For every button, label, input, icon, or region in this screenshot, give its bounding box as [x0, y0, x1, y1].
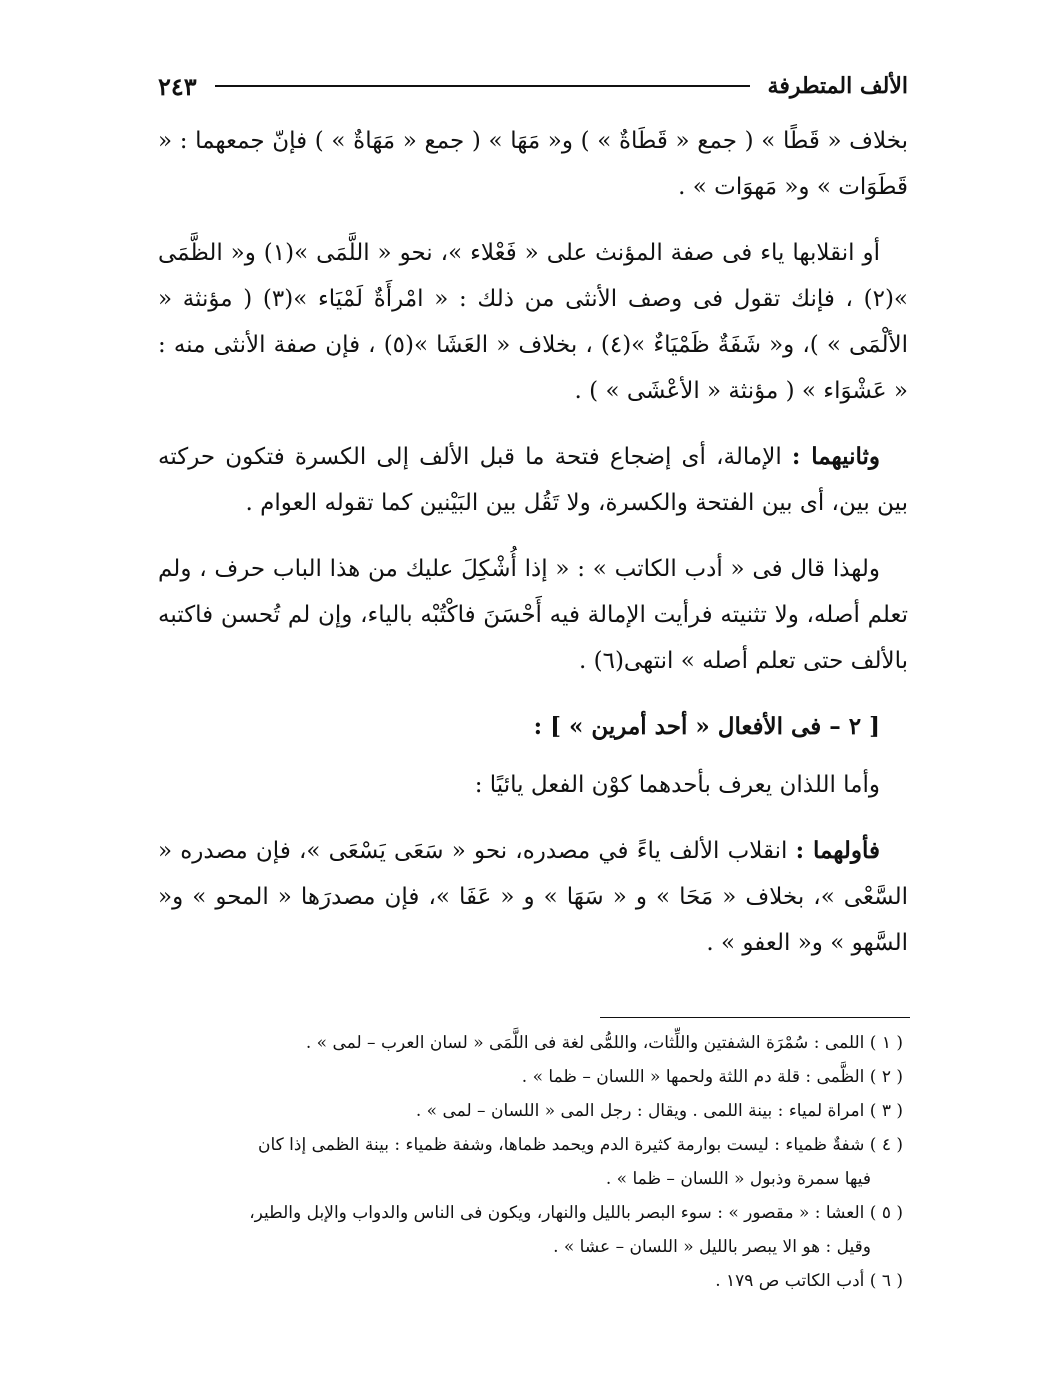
- footnote-5-continuation: وقيل : هو الا يبصر بالليل « اللسان – عشا » .: [553, 1237, 871, 1257]
- running-header: [158, 68, 908, 104]
- footnotes: [158, 1028, 903, 1300]
- chapter-title: الألف المتطرفة: [767, 73, 908, 99]
- paragraph-6: [158, 828, 908, 966]
- footnote-5: ( ٥ ) العشا : « مقصور » : سوء البصر بالليل والنهار، ويكون فى الناس والدواب والإبل والطير،: [249, 1203, 903, 1223]
- paragraph-3: [158, 434, 908, 526]
- paragraph-3-text: الإمالة، أى إضجاع فتحة ما قبل الألف إلى الكسرة فتكون حركته بين بين، أى بين الفتحة والكسرة، ولا تَقُل بين البَيْنين كما تقوله العوام .: [158, 444, 908, 516]
- paragraph-3-lead: وثانيهما :: [791, 443, 880, 470]
- footnote-3: ( ٣ ) امراة لمياء : بينة اللمى . ويقال : رجل المى « اللسان – لمى » .: [415, 1101, 903, 1121]
- paragraph-1: بخلاف « قَطًا » ( جمع « قَطَاةٌ » ) و« مَهَا » ( جمع « مَهَاةٌ » ) فإنّ جمعهما : « قَطَوَات » و« مَهوَات » .: [158, 128, 908, 200]
- section-heading: [ ٢ – فى الأفعال « أحد أمرين » ] :: [533, 713, 880, 740]
- footnote-1: ( ١ ) اللمى : سُمْرَة الشفتين واللِّثات، واللمُّى لغة فى اللَّمَى « لسان العرب – لمى » .: [305, 1033, 903, 1053]
- paragraph-2: أو انقلابها ياء فى صفة المؤنث على « فَعْلاء »، نحو « اللَّمَى »(١) و« الظَّمَى »(٢) ، فإنك تقول فى وصف الأنثى من ذلك : « امْرأَةٌ لَمْيَاء »(٣) ( مؤنثة « الألْمَى » )، و« شَفَةٌ ظَمْيَاءٌ »(٤) ، بخلاف « العَشَا »(٥) ، فإن صفة الأنثى منه : « عَشْوَاء » ( مؤنثة « الأعْشَى » ) .: [158, 240, 908, 404]
- footnote-4: ( ٤ ) شفةٌ ظمياء : ليست بوارمة كثيرة الدم ويحمد ظماها، وشفة ظمياء : بينة الظمى إذا كان: [258, 1135, 903, 1155]
- footnote-separator: [600, 1017, 910, 1018]
- footnote-2: ( ٢ ) الظَّمى : قلة دم اللثة ولحمها « اللسان – ظما » .: [521, 1067, 903, 1087]
- paragraph-4: ولهذا قال فى « أدب الكاتب » : « إذا أُشْكِلَ عليك من هذا الباب حرف ، ولم تعلم أصله، ولا تثنيته فرأيت الإمالة فيه أَحْسَنَ فاكْتُبْه بالياء، وإن لم تُحسن فاكتبه بالألف حتى تعلم أصله » انتهى(٦) .: [158, 556, 908, 674]
- footnote-6: ( ٦ ) أدب الكاتب ص ١٧٩ .: [715, 1271, 903, 1291]
- page-number: ٢٤٣: [158, 71, 197, 101]
- header-rule: [215, 85, 750, 87]
- paragraph-6-lead: فأولهما :: [795, 837, 880, 864]
- main-text: [158, 118, 908, 986]
- paragraph-5: وأما اللذان يعرف بأحدهما كوْن الفعل يائيًا :: [474, 772, 880, 798]
- paragraph-6-text: انقلاب الألف ياءً في مصدره، نحو « سَعَى يَسْعَى »، فإن مصدره « السَّعْى »، بخلاف « مَحَا » و « سَهَا » و « عَفَا »، فإن مصدرَها « المحو » و« السَّهو » و« العفو » .: [158, 838, 908, 956]
- footnote-4-continuation: فيها سمرة وذبول « اللسان – ظما » .: [605, 1169, 871, 1189]
